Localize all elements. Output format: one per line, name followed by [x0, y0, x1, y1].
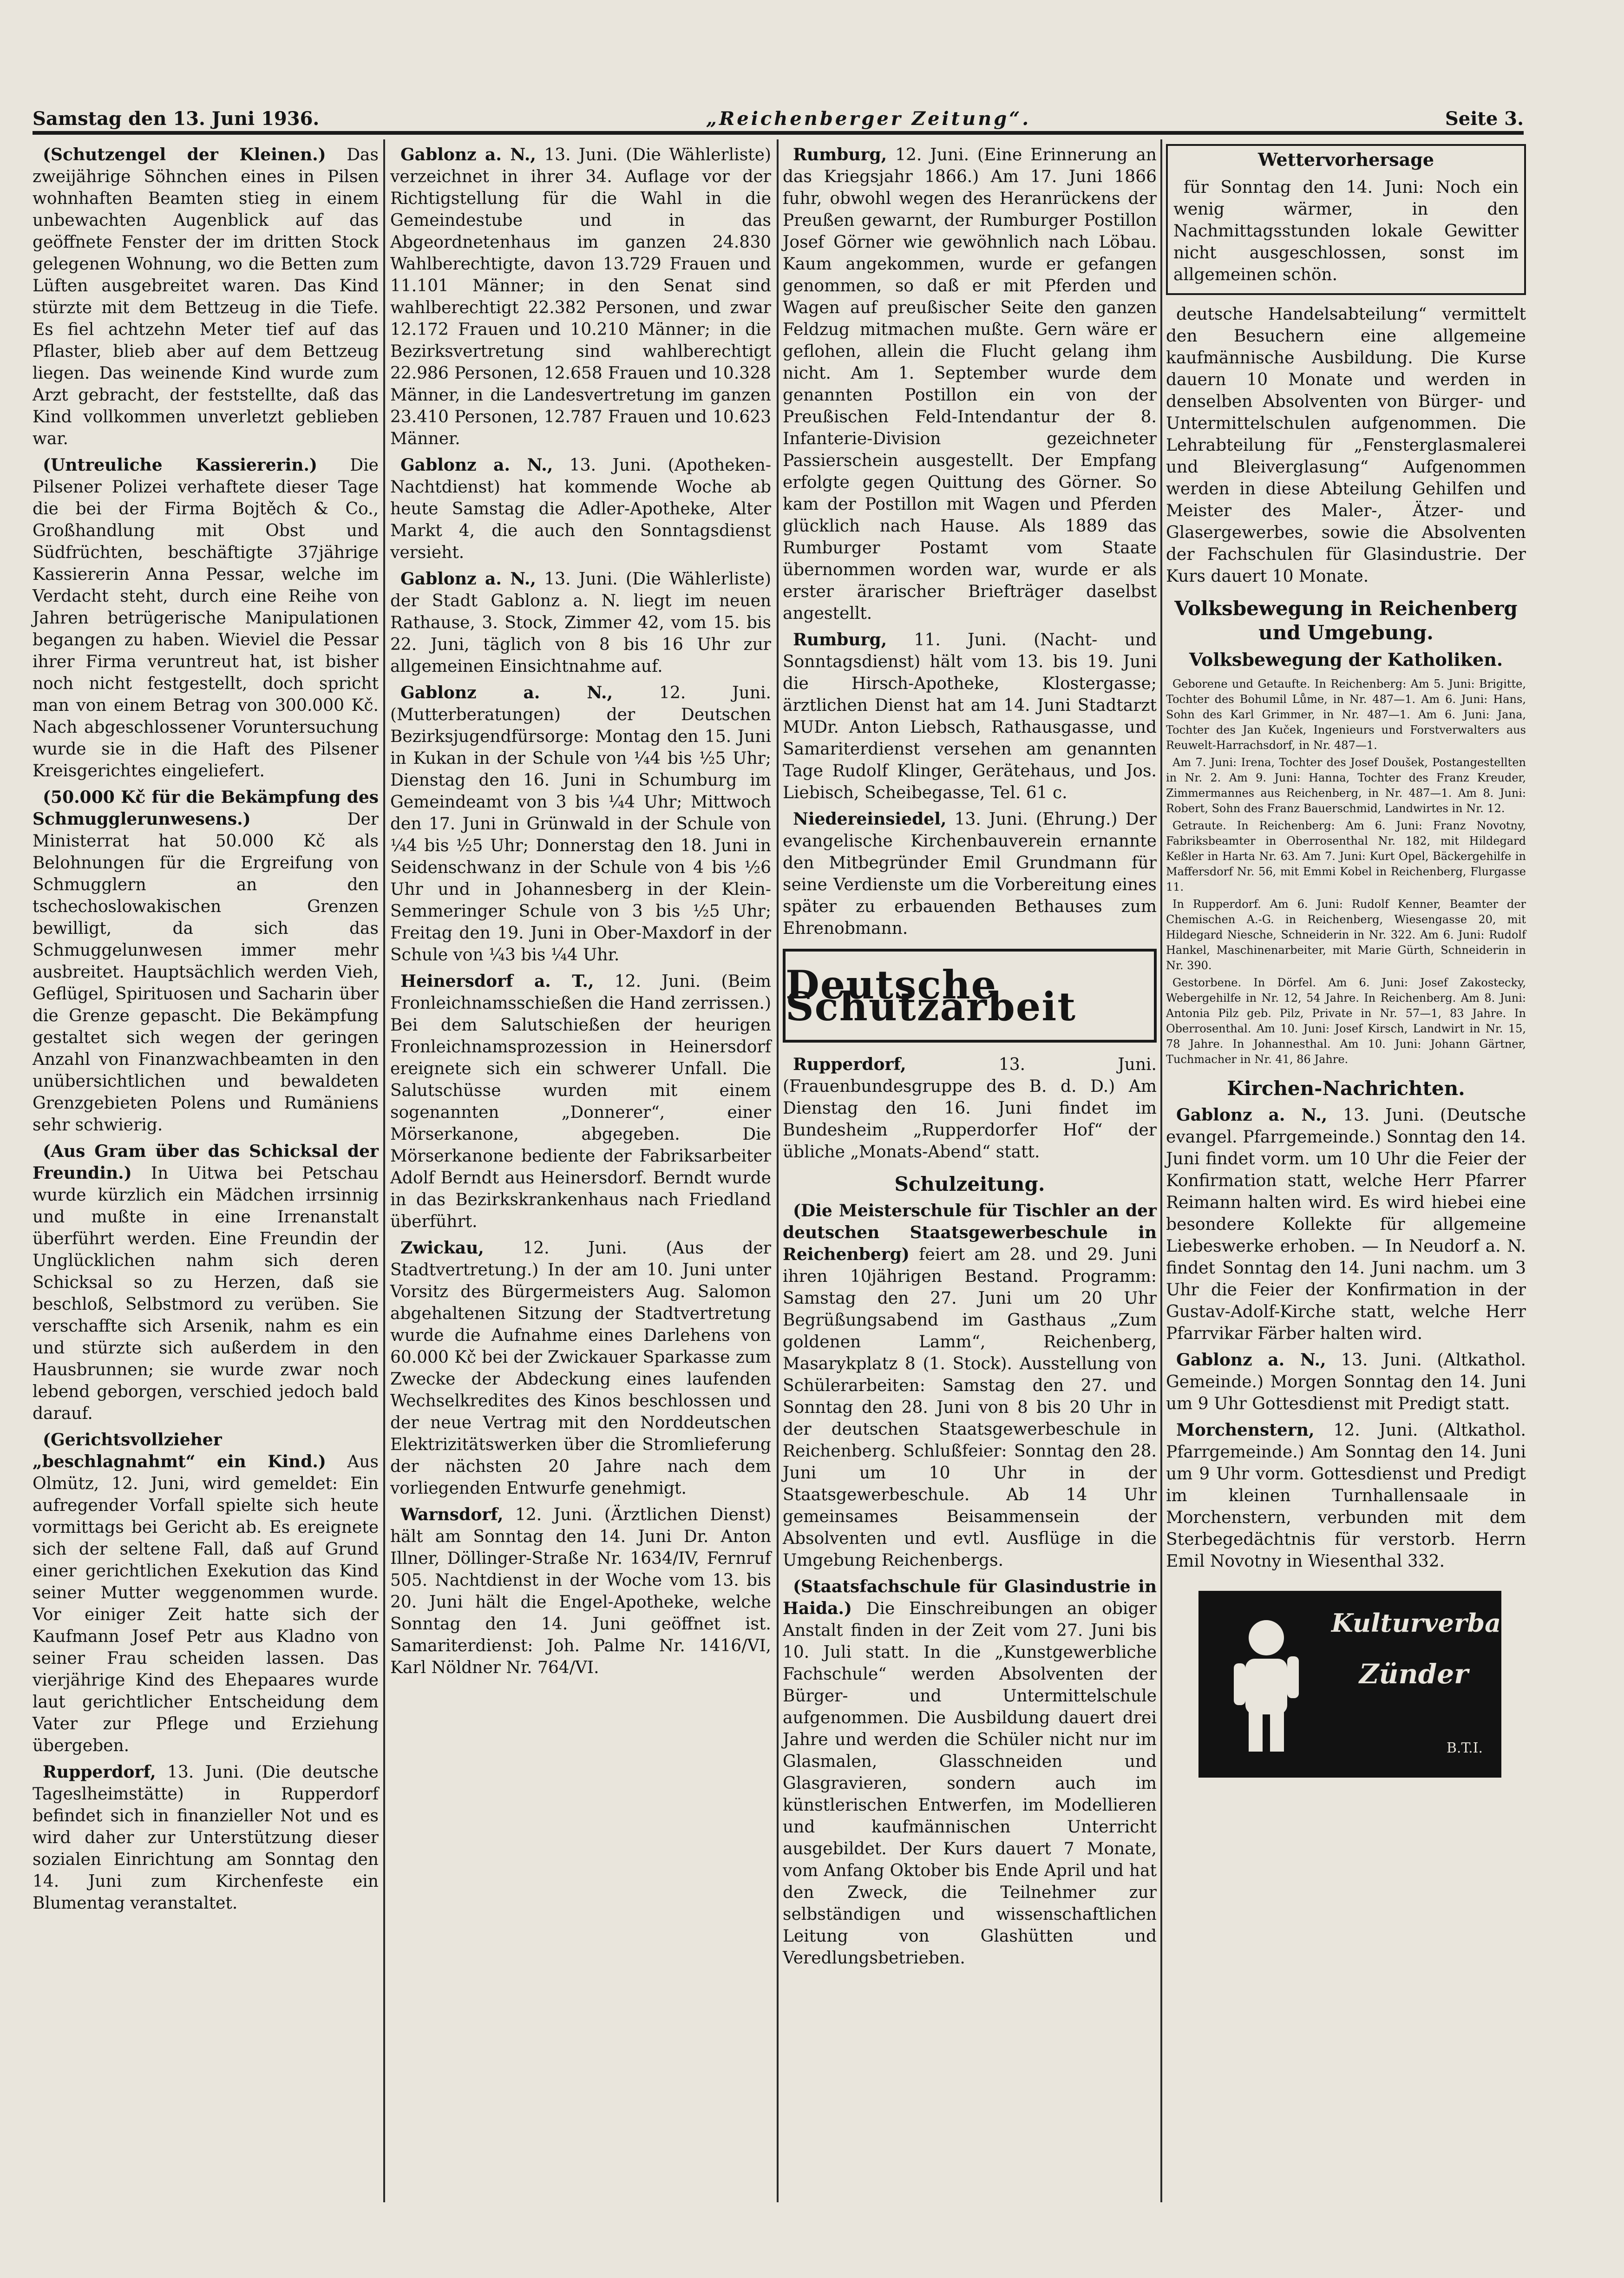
article-text: 12. Juni. (Ärztlichen Dienst) hält am Sonntag den 14. Juni Dr. Anton Illner, Döllinger-Straße Nr. 1634/IV, Fernruf 505. Nachtdienst in der Woche vom 13. bis 20. Juni hält die Engel-Apotheke, welche Sonntag den 14. Juni geöffnet ist. Samariterdienst: Joh. Palme Nr. 1416/VI, Karl Nöldner Nr. 764/VI. [390, 1505, 771, 1677]
article-heading: Niedereinsiedel, [793, 809, 947, 829]
article-text: 13. Juni. (Die Wählerliste) verzeichnet in ihrer 34. Auflage vor der Richtigstellung für die Wahl in die Gemeindestube und in das Abgeordnetenhaus im ganzen 24.830 Wahlberechtigte, davon 13.729 Frauen und 11.101 Männer; in den Senat sind wahlberechtigt 22.382 Personen, und zwar 12.172 Frauen und 10.210 Männer; in die Bezirksvertretung sind wahlberechtigt 22.986 Personen, 12.658 Frauen und 10.328 Männer, in die Landesvertretung im ganzen 23.410 Personen, 12.787 Frauen und 10.623 Männer. [390, 145, 771, 448]
article-heading: (Untreuliche Kassiererin.) [43, 455, 317, 475]
column-1 [33, 144, 379, 2207]
column-divider [1160, 139, 1162, 2202]
article [33, 1141, 379, 1425]
article [33, 1761, 379, 1914]
article [390, 144, 771, 450]
article-heading: (Staatsfachschule für Glasindustrie in Haida.) [783, 1577, 1157, 1618]
ad-mark: B.T.I. [1446, 1740, 1483, 1756]
article-heading: Rumburg, [793, 145, 887, 164]
header-rule [33, 131, 1524, 135]
church-item [1166, 1349, 1526, 1415]
article-heading: Warnsdorf, [400, 1505, 504, 1524]
article [783, 144, 1157, 624]
article-text: Aus Olmütz, 12. Juni, wird gemeldet: Ein aufregender Vorfall spielte sich heute vormittags bei Gericht ab. Es ereignete sich der seltene Fall, daß auf Grund einer gerichtlichen Exekution das Kind seiner Mutter weggenommen wurde. Vor einiger Zeit hatte sich der Kaufmann Josef Petr aus Kladno von seiner Frau scheiden lassen. Das vierjährige Kind des Ehepaares wurde laut gerichtlicher Entscheidung dem Vater zur Pflege und Erziehung übergeben. [33, 1452, 379, 1755]
advertisement [1198, 1591, 1561, 1778]
article-heading: (Gerichtsvollzieher „beschlagnahmt“ ein Kind.) [33, 1430, 326, 1471]
article-heading: Rupperdorf, [43, 1762, 156, 1782]
article [33, 454, 379, 782]
article-text: 12. Juni. (Mutterberatungen) der Deutschen Bezirksjugendfürsorge: Montag den 15. Juni in Kukan in der Schule von ¼4 bis ½5 Uhr; Dienstag den 16. Juni in Schumburg im Gemeindeamt von 3 bis ¼4 Uhr; Mittwoch den 17. Juni in Grünwald in der Schule von ¼4 bis ½5 Uhr; Donnerstag den 18. Juni in Seidenschwanz in der Schule von 4 bis ½6 Uhr und in Johannesberg in der Klein-Semmeringer Schule von 3 bis ½5 Uhr; Freitag den 19. Juni in Ober-Maxdorf in der Schule von ¼3 bis ¼4 Uhr. [390, 683, 771, 965]
article [390, 682, 771, 966]
registry-list [1166, 676, 1526, 1067]
article [783, 1200, 1157, 1571]
article-text: 13. Juni. (Frauenbundesgruppe des B. d. D.) Am Dienstag den 16. Juni findet im Bundesheim „Rupperdorfer Hof“ der übliche „Monats-Abend“ statt. [783, 1055, 1157, 1162]
article-heading: (50.000 Kč für die Bekämpfung des Schmugglerunwesens.) [33, 788, 379, 829]
weather-text: für Sonntag den 14. Juni: Noch ein wenig wärmer, in den Nachmittagsstunden lokale Gewitter nicht ausgeschlossen, sonst im allgemeinen schön. [1173, 178, 1519, 284]
article-text: Die Einschreibungen an obiger Anstalt finden in der Zeit vom 27. Juni bis 10. Juli statt. In die „Kunstgewerbliche Fachschule“ werden Absolventen der Bürger- und Untermittelschule aufgenommen. Die Ausbildung dauert drei Jahre und werden die Schüler nicht nur im Glasmalen, Glasschneiden und Glasgravieren, sondern auch im künstlerischen Entwerfen, im Modellieren und kaufmännischen Unterricht ausgebildet. Der Kurs dauert 7 Monate, vom Anfang Oktober bis Ende April und hat den Zweck, die Teilnehmer zur selbständigen und wissenschaftlichen Leitung von Glashütten und Veredlungsbetrieben. [783, 1599, 1157, 1968]
section-heading: Schulzeitung. [894, 1173, 1045, 1195]
ad-title-line2: Zünder [1359, 1658, 1468, 1690]
article-heading: Gablonz a. N., [400, 455, 553, 475]
article-heading: (Schutzengel der Kleinen.) [43, 145, 326, 164]
article [390, 971, 771, 1233]
child-figure-illustration [1220, 1612, 1313, 1756]
article [783, 629, 1157, 804]
church-item-text: 13. Juni. (Deutsche evangel. Pfarrgemeinde.) Sonntag den 14. Juni findet vorm. um 10 Uhr die Feier der Konfirmation statt, welche Herr Pfarrer Reimann halten wird. Es wird hiebei eine besondere Kollekte für allgemeine Liebeswerke erhoben. — In Neudorf a. N. findet Sonntag den 14. Juni nachm. um 3 Uhr die Feier der Konfirmation in der Gustav-Adolf-Kirche statt, welche Herr Pfarrvikar Färber halten wird. [1166, 1106, 1526, 1343]
article-text: 13. Juni. (Ehrung.) Der evangelische Kirchenbauverein ernannte den Mitbegründer Emil Grundmann für seine Verdienste um die Vorbereitung eines später zu erbauenden Bethauses zum Ehrenobmann. [783, 810, 1157, 938]
article-heading: Rumburg, [793, 630, 887, 650]
church-title: Kirchen-Nachrichten. [1227, 1077, 1465, 1100]
article-heading: Gablonz a. N., [400, 569, 536, 589]
article-heading: Zwickau, [400, 1238, 484, 1258]
issue-date: Samstag den 13. Juni 1936. [33, 108, 320, 130]
article-text: 11. Juni. (Nacht- und Sonntagsdienst) hält vom 13. bis 19. Juni die Hirsch-Apotheke, Klostergasse; ärztlichen Dienst hat am 14. Juni Stadtarzt MUDr. Anton Liebsch, Rathausgasse, und Samariterdienst versehen am genannten Tage Rudolf Klinger, Gerätehaus, und Jos. Liebisch, Scheibegasse, Tel. 61 c. [783, 630, 1157, 802]
section-banner: Deutsche Schutzarbeit [783, 949, 1157, 1043]
column-2 [390, 144, 771, 2207]
article-heading: (Die Meisterschule für Tischler an der deutschen Staatsgewerbeschule in Reichenberg) [783, 1201, 1157, 1264]
column-divider [383, 139, 385, 2202]
church-item-heading: Gablonz a. N., [1176, 1350, 1326, 1370]
article-text: In Uitwa bei Petschau wurde kürzlich ein Mädchen irrsinnig und mußte in eine Irrenanstalt überführt werden. Eine Freundin der Unglücklichen nahm sich deren Schicksal so zu Herzen, daß sie beschloß, Selbstmord zu verüben. Sie verschaffte sich Arsenik, nahm es ein und stürzte sich außerdem in den Hausbrunnen; sie wurde zwar noch lebend geborgen, verschied jedoch bald darauf. [33, 1164, 379, 1423]
ad-title-line1: Kulturverbands- [1331, 1608, 1561, 1638]
church-news [1166, 1104, 1526, 1572]
article-text: feiert am 28. und 29. Juni ihren 10jährigen Bestand. Programm: Samstag den 27. Juni um 20 Uhr Begrüßungsabend im Gasthaus „Zum goldenen Lamm“, Reichenberg, Masarykplatz 8 (1. Stock). Ausstellung von Schülerarbeiten: Samstag den 27. und Sonntag den 28. Juni von 8 bis 20 Uhr in der deutschen Staatsgewerbeschule in Reichenberg. Schlußfeier: Sonntag den 28. Juni um 10 Uhr in der Staatsgewerbeschule. Ab 14 Uhr gemeinsames Beisammensein der Absolventen und evtl. Ausflüge in die Umgebung Reichenbergs. [783, 1245, 1157, 1570]
article [390, 568, 771, 677]
column-4 [1166, 144, 1561, 2207]
article [33, 787, 379, 1136]
school-continuation: deutsche Handelsabteilung“ vermittelt den Besuchern eine allgemeine kaufmännische Ausbildung. Die Kurse dauern 10 Monate und werden in denselben Absolventen von Bürger- und Untermittelschulen aufgenommen. Die Lehrabteilung für „Fensterglasmalerei und Bleiverglasung“ Aufgenommen werden in diese Abteilung Gehilfen und Meister des Maler-, Ätzer- und Glasergewerbes, sowie die Absolventen der Fachschulen für Glasindustrie. Der Kurs dauert 10 Monate. [1166, 305, 1526, 586]
article-text: Der Ministerrat hat 50.000 Kč als Belohnungen für die Ergreifung von Schmugglern an den tschechoslowakischen Grenzen bewilligt, da sich das Schmuggelunwesen immer mehr ausbreitet. Hauptsächlich werden Vieh, Geflügel, Spirituosen und Sacharin über die Grenze gepascht. Die Bekämpfung gestaltet sich wegen der geringen Anzahl von Finanzwachbeamten in den unübersichtlichen und bewaldeten Grenzgebieten Polens und Rumäniens sehr schwierig. [33, 810, 379, 1135]
article-text: 12. Juni. (Eine Erinnerung an das Kriegsjahr 1866.) Am 17. Juni 1866 fuhr, obwohl wegen des Heranrückens der Preußen gewarnt, der Rumburger Postillon Josef Görner wie gewöhnlich nach Löbau. Kaum angekommen, wurde er gefangen genommen, so daß er mit Pferden und Wagen auf preußischer Seite den ganzen Feldzug mitmachen mußte. Gern wäre er geflohen, allein die Flucht gelang ihm nicht. Am 1. September wurde dem genannten Postillon ein von der Preußischen Feld-Intendantur der 8. Infanterie-Division gezeichneter Passierschein ausgestellt. Der Empfang erfolgte gegen Quittung des Görner. So kam der Postillon mit Wagen und Pferden glücklich nach Hause. Als 1889 das Rumburger Postamt vom Staate übernommen worden war, wurde er als erster ärarischer Briefträger daselbst angestellt. [783, 145, 1157, 623]
weather-box [1166, 144, 1526, 295]
column-3 [783, 144, 1157, 2207]
article-heading: Gablonz a. N., [400, 145, 536, 164]
page-number: Seite 3. [1445, 108, 1524, 130]
registry-entry: Am 7. Juni: Irena, Tochter des Josef Doušek, Postangestellten in Nr. 2. Am 9. Juni: Hanna, Tochter des Franz Kreuder, Zimmermannes aus Reichenberg, in Nr. 487—1. Am 8. Juni: Robert, Sohn des Franz Bauerschmid, Landwirtes in Nr. 12. [1166, 756, 1526, 815]
article-text: Das zweijährige Söhnchen eines in Pilsen wohnhaften Beamten stieg in einem unbewachten Augenblick auf das geöffnete Fenster der im dritten Stock gelegenen Wohnung, wo die Betten zum Lüften ausgebreitet waren. Das Kind stürzte mit dem Bettzeug in die Tiefe. Es fiel achtzehn Meter tief auf das Pflaster, blieb aber auf dem Bettzeug liegen. Das weinende Kind wurde zum Arzt gebracht, der feststellte, daß das Kind vollkommen unverletzt geblieben war. [33, 145, 379, 448]
registry-entry: Getraute. In Reichenberg: Am 6. Juni: Franz Novotny, Fabriksbeamter in Oberrosenthal Nr. 182, mit Hildegard Keßler in Harta Nr. 63. Am 7. Juni: Kurt Opel, Bäckergehilfe in Maffersdorf Nr. 56, mit Emmi Kobel in Reichenberg, Flurgasse 11. [1166, 819, 1526, 893]
article [390, 1504, 771, 1679]
weather-title: Wettervorhersage [1257, 149, 1434, 170]
column-divider [777, 139, 779, 2202]
article [783, 808, 1157, 939]
article-text: 13. Juni. (Die deutsche Tageslheimstätte) in Rupperdorf befindet sich in finanzieller Not und es wird daher zur Unterstützung dieser sozialen Einrichtung am Sonntag den 14. Juni zum Kirchenfeste ein Blumentag veranstaltet. [33, 1763, 379, 1913]
article [33, 144, 379, 450]
article [390, 454, 771, 564]
church-item-text: 12. Juni. (Altkathol. Pfarrgemeinde.) Am Sonntag den 14. Juni um 9 Uhr vorm. Gottesdienst und Predigt im kleinen Turnhallensaale in Morchenstern, verbunden mit dem Sterbegedächtnis für verstorb. Herrn Emil Novotny in Wiesenthal 332. [1166, 1421, 1526, 1571]
article-heading: Rupperdorf, [793, 1055, 906, 1074]
church-item-text: 13. Juni. (Altkathol. Gemeinde.) Morgen Sonntag den 14. Juni um 9 Uhr Gottesdienst mit Predigt statt. [1166, 1351, 1526, 1413]
article-heading: Gablonz a. N., [400, 683, 613, 702]
article-text: 12. Juni. (Beim Fronleichnamsschießen die Hand zerrissen.) Bei dem Salutschießen der heurigen Fronleichnamsprozession in Heinersdorf ereignete sich ein schwerer Unfall. Die Salutschüsse wurden mit einem sogenannten „Donnerer“, einer Mörserkanone, abgegeben. Die Mörserkanone bediente der Fabriksarbeiter Adolf Berndt aus Heinersdorf. Berndt wurde in das Bezirkskrankenhaus nach Friedland überführt. [390, 972, 771, 1231]
article-text: 12. Juni. (Aus der Stadtvertretung.) In der am 10. Juni unter Vorsitz des Bürgermeisters Aug. Salomon abgehaltenen Sitzung der Stadtvertretung wurde die Aufnahme eines Darlehens von 60.000 Kč bei der Zwickauer Sparkasse zum Zwecke der Abdeckung eines laufenden Wechselkredites des Kinos beschlossen und der neue Vertrag mit den Norddeutschen Elektrizitätswerken über die Stromlieferung der nächsten 20 Jahre nach dem vorliegenden Entwurfe genehmigt. [390, 1239, 771, 1498]
registry-entry: Gestorbene. In Dörfel. Am 6. Juni: Josef Zakostecky, Webergehilfe in Nr. 12, 54 Jahre. In Reichenberg. Am 8. Juni: Antonia Pilz geb. Pilz, Private in Nr. 57—1, 83 Jahre. In Oberrosenthal. Am 10. Juni: Josef Kirsch, Landwirt in Nr. 15, 78 Jahre. In Johannesthal. Am 10. Juni: Johann Gärtner, Tuchmacher in Nr. 41, 86 Jahre. [1166, 976, 1526, 1066]
church-item [1166, 1104, 1526, 1345]
article [783, 1054, 1157, 1163]
article [783, 1576, 1157, 1969]
article [33, 1429, 379, 1757]
church-item [1166, 1419, 1526, 1572]
article-text: 13. Juni. (Apotheken-Nachtdienst) hat kommende Woche ab heute Samstag die Adler-Apotheke, Alter Markt 4, die auch den Sonntagsdienst versieht. [390, 456, 771, 562]
masthead: „Reichenberger Zeitung“. [706, 108, 1031, 130]
article [390, 1237, 771, 1499]
article-heading: Heinersdorf a. T., [400, 972, 594, 991]
registry-entry: In Rupperdorf. Am 6. Juni: Rudolf Kenner, Beamter der Chemischen A.-G. in Reichenberg, Wiesengasse 20, mit Hildegard Niesche, Schneiderin in Nr. 322. Am 6. Juni: Rudolf Hankel, Maschinenarbeiter, mit Marie Gürth, Schneiderin in Nr. 390. [1166, 898, 1526, 972]
article-text: 13. Juni. (Die Wählerliste) der Stadt Gablonz a. N. liegt im neuen Rathause, 3. Stock, Zimmer 42, vom 15. bis 22. Juni, täglich von 8 bis 16 Uhr zur allgemeinen Einsichtnahme auf. [390, 570, 771, 676]
church-item-heading: Morchenstern, [1176, 1420, 1315, 1440]
church-item-heading: Gablonz a. N., [1176, 1105, 1328, 1125]
article-heading: (Aus Gram über das Schicksal der Freundin.) [33, 1142, 379, 1183]
article-text: Die Pilsener Polizei verhaftete dieser Tage die bei der Firma Bojtěch & Co., Großhandlung mit Obst und Südfrüchten, beschäftigte 37jährige Kassiererin Anna Pessar, welche im Verdacht steht, durch eine Reihe von Jahren betrügerische Manipulationen begangen zu haben. Wieviel die Pessar ihrer Firma veruntreut hat, ist bisher noch nicht festgestellt, doch spricht man von einem Betrag von 300.000 Kč. Nach abgeschlossener Voruntersuchung wurde sie in die Haft des Pilsener Kreisgerichtes eingeliefert. [33, 456, 379, 781]
registry-entry: Geborene und Getaufte. In Reichenberg: Am 5. Juni: Brigitte, Tochter des Bohumil Lůme, in Nr. 487—1. Am 6. Juni: Hans, Sohn des Karl Grimmer, in Nr. 487—1. Am 6. Juni: Jana, Tochter des Jan Kuček, Ingenieurs und Forstverwalters aus Reuwelt-Harrachsdorf, in Nr. 487—1. [1166, 677, 1526, 752]
catholic-title: Volksbewegung der Katholiken. [1189, 649, 1503, 670]
movement-title: Volksbewegung in Reichenberg und Umgebung. [1174, 597, 1518, 644]
